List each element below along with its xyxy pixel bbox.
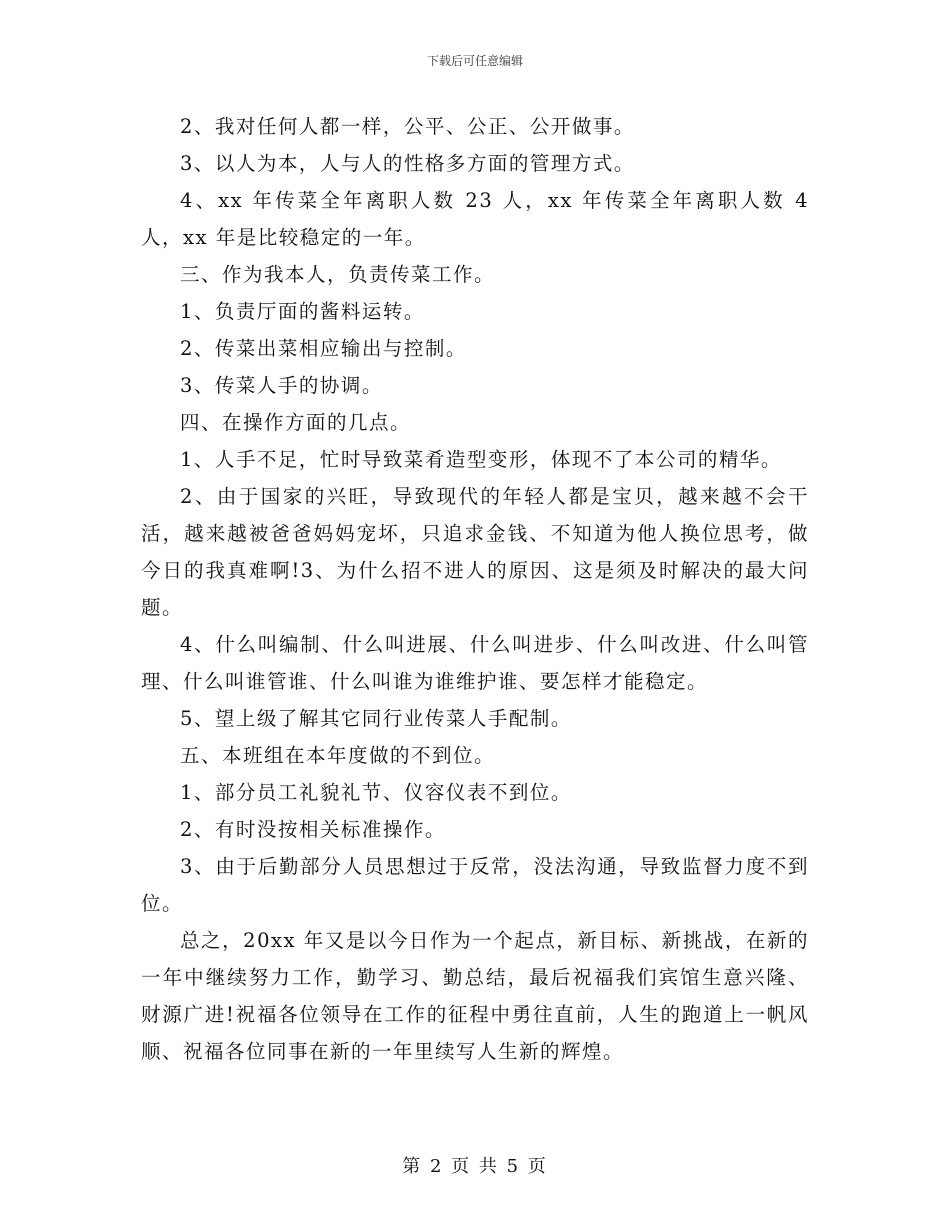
paragraph: 2、有时没按相关标准操作。	[180, 818, 446, 841]
paragraph: 2、传菜出菜相应输出与控制。	[180, 337, 467, 360]
closing-paragraph: 总之，20xx 年又是以今日作为一个起点，新目标、新挑战，在新的一年中继续努力工作，勤学习、勤总结，最后祝福我们宾馆生意兴隆、财源广进!祝福各位领导在工作的征程中勇往直前，人生的跑道上一帆风顺、祝福各位同事在新的一年里续写人生新的辉煌。	[141, 929, 809, 1063]
paragraph: 2、由于国家的兴旺，导致现代的年轻人都是宝贝，越来越不会干活，越来越被爸爸妈妈宠坏，只追求金钱、不知道为他人换位思考，做今日的我真难啊!3、为什么招不进人的原因、这是须及时解决的最大问题。	[141, 485, 809, 619]
paragraph: 5、望上级了解其它同行业传菜人手配制。	[180, 707, 572, 730]
paragraph: 1、负责厅面的酱料运转。	[180, 300, 425, 323]
paragraph: 2、我对任何人都一样，公平、公正、公开做事。	[180, 115, 635, 138]
paragraph: 1、部分员工礼貌礼节、仪容仪表不到位。	[180, 781, 572, 804]
document-body	[141, 108, 809, 1070]
paragraph: 4、xx 年传菜全年离职人数 23 人，xx 年传菜全年离职人数 4 人，xx 年是比较稳定的一年。	[141, 189, 809, 249]
section-heading: 三、作为我本人，负责传菜工作。	[180, 263, 496, 286]
section-heading: 五、本班组在本年度做的不到位。	[180, 744, 496, 767]
page-header: 下载后可任意编辑	[426, 54, 523, 68]
paragraph: 1、人手不足，忙时导致菜肴造型变形，体现不了本公司的精华。	[180, 448, 782, 471]
paragraph: 3、传菜人手的协调。	[180, 374, 383, 397]
paragraph: 3、以人为本，人与人的性格多方面的管理方式。	[180, 152, 635, 175]
paragraph: 3、由于后勤部分人员思想过于反常，没法沟通，导致监督力度不到位。	[141, 855, 809, 915]
section-heading: 四、在操作方面的几点。	[180, 411, 412, 434]
paragraph: 4、什么叫编制、什么叫进展、什么叫进步、什么叫改进、什么叫管理、什么叫谁管谁、什么叫谁为谁维护谁、要怎样才能稳定。	[141, 633, 809, 693]
page-footer: 第 2 页 共 5 页	[402, 1156, 548, 1177]
